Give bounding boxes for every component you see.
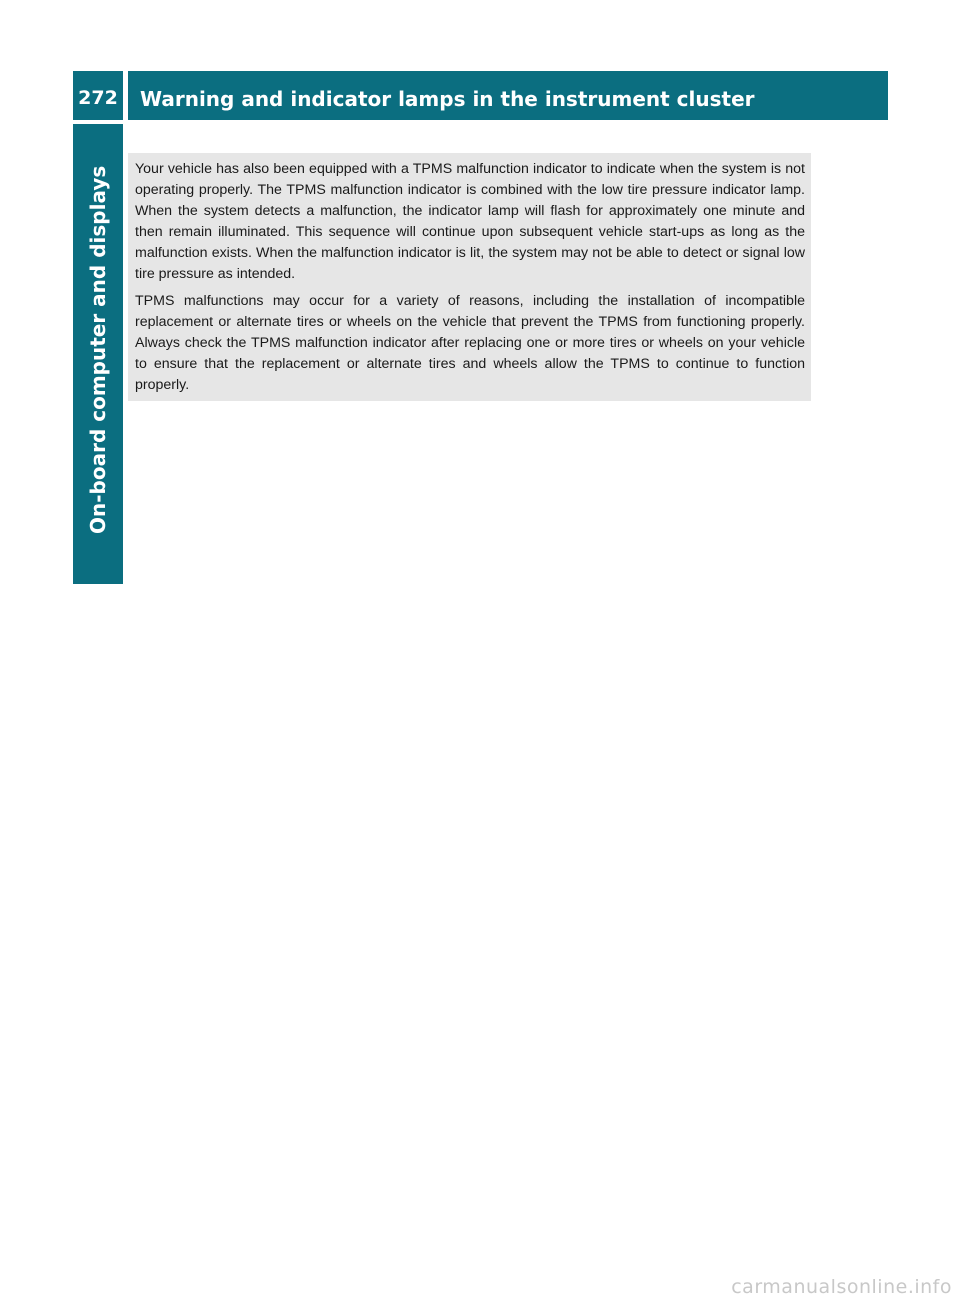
page-number: 272 xyxy=(73,71,123,120)
side-tab xyxy=(73,124,123,584)
watermark: carmanualsonline.info xyxy=(731,1276,952,1298)
info-paragraph-1: Your vehicle has also been equipped with a TPMS malfunction indicator to indicate when the system is not operating properly. The TPMS malfunction indicator is combined with the low tire pressure indicator lamp. When the system detects a malfunction, the indicator lamp will flash for approximately one minute and then remain illuminated. This sequence will continue upon subsequent vehicle start-ups as long as the malfunction exists. When the malfunction indicator is lit, the system may not be able to detect or signal low tire pressure as intended. xyxy=(135,161,805,282)
info-box xyxy=(128,153,811,401)
header-bar xyxy=(128,71,888,120)
info-paragraph-2: TPMS malfunctions may occur for a variety of reasons, including the installation of incompatible replacement or alternate tires or wheels on the vehicle that prevent the TPMS from functioning properly. Always check the TPMS malfunction indicator after replacing one or more tires or wheels on your vehicle to ensure that the replacement or alternate tires and wheels allow the TPMS to continue to function properly. xyxy=(135,293,805,393)
page-title: Warning and indicator lamps in the instrument cluster xyxy=(140,87,755,111)
side-tab-label: On-board computer and displays xyxy=(86,165,110,534)
